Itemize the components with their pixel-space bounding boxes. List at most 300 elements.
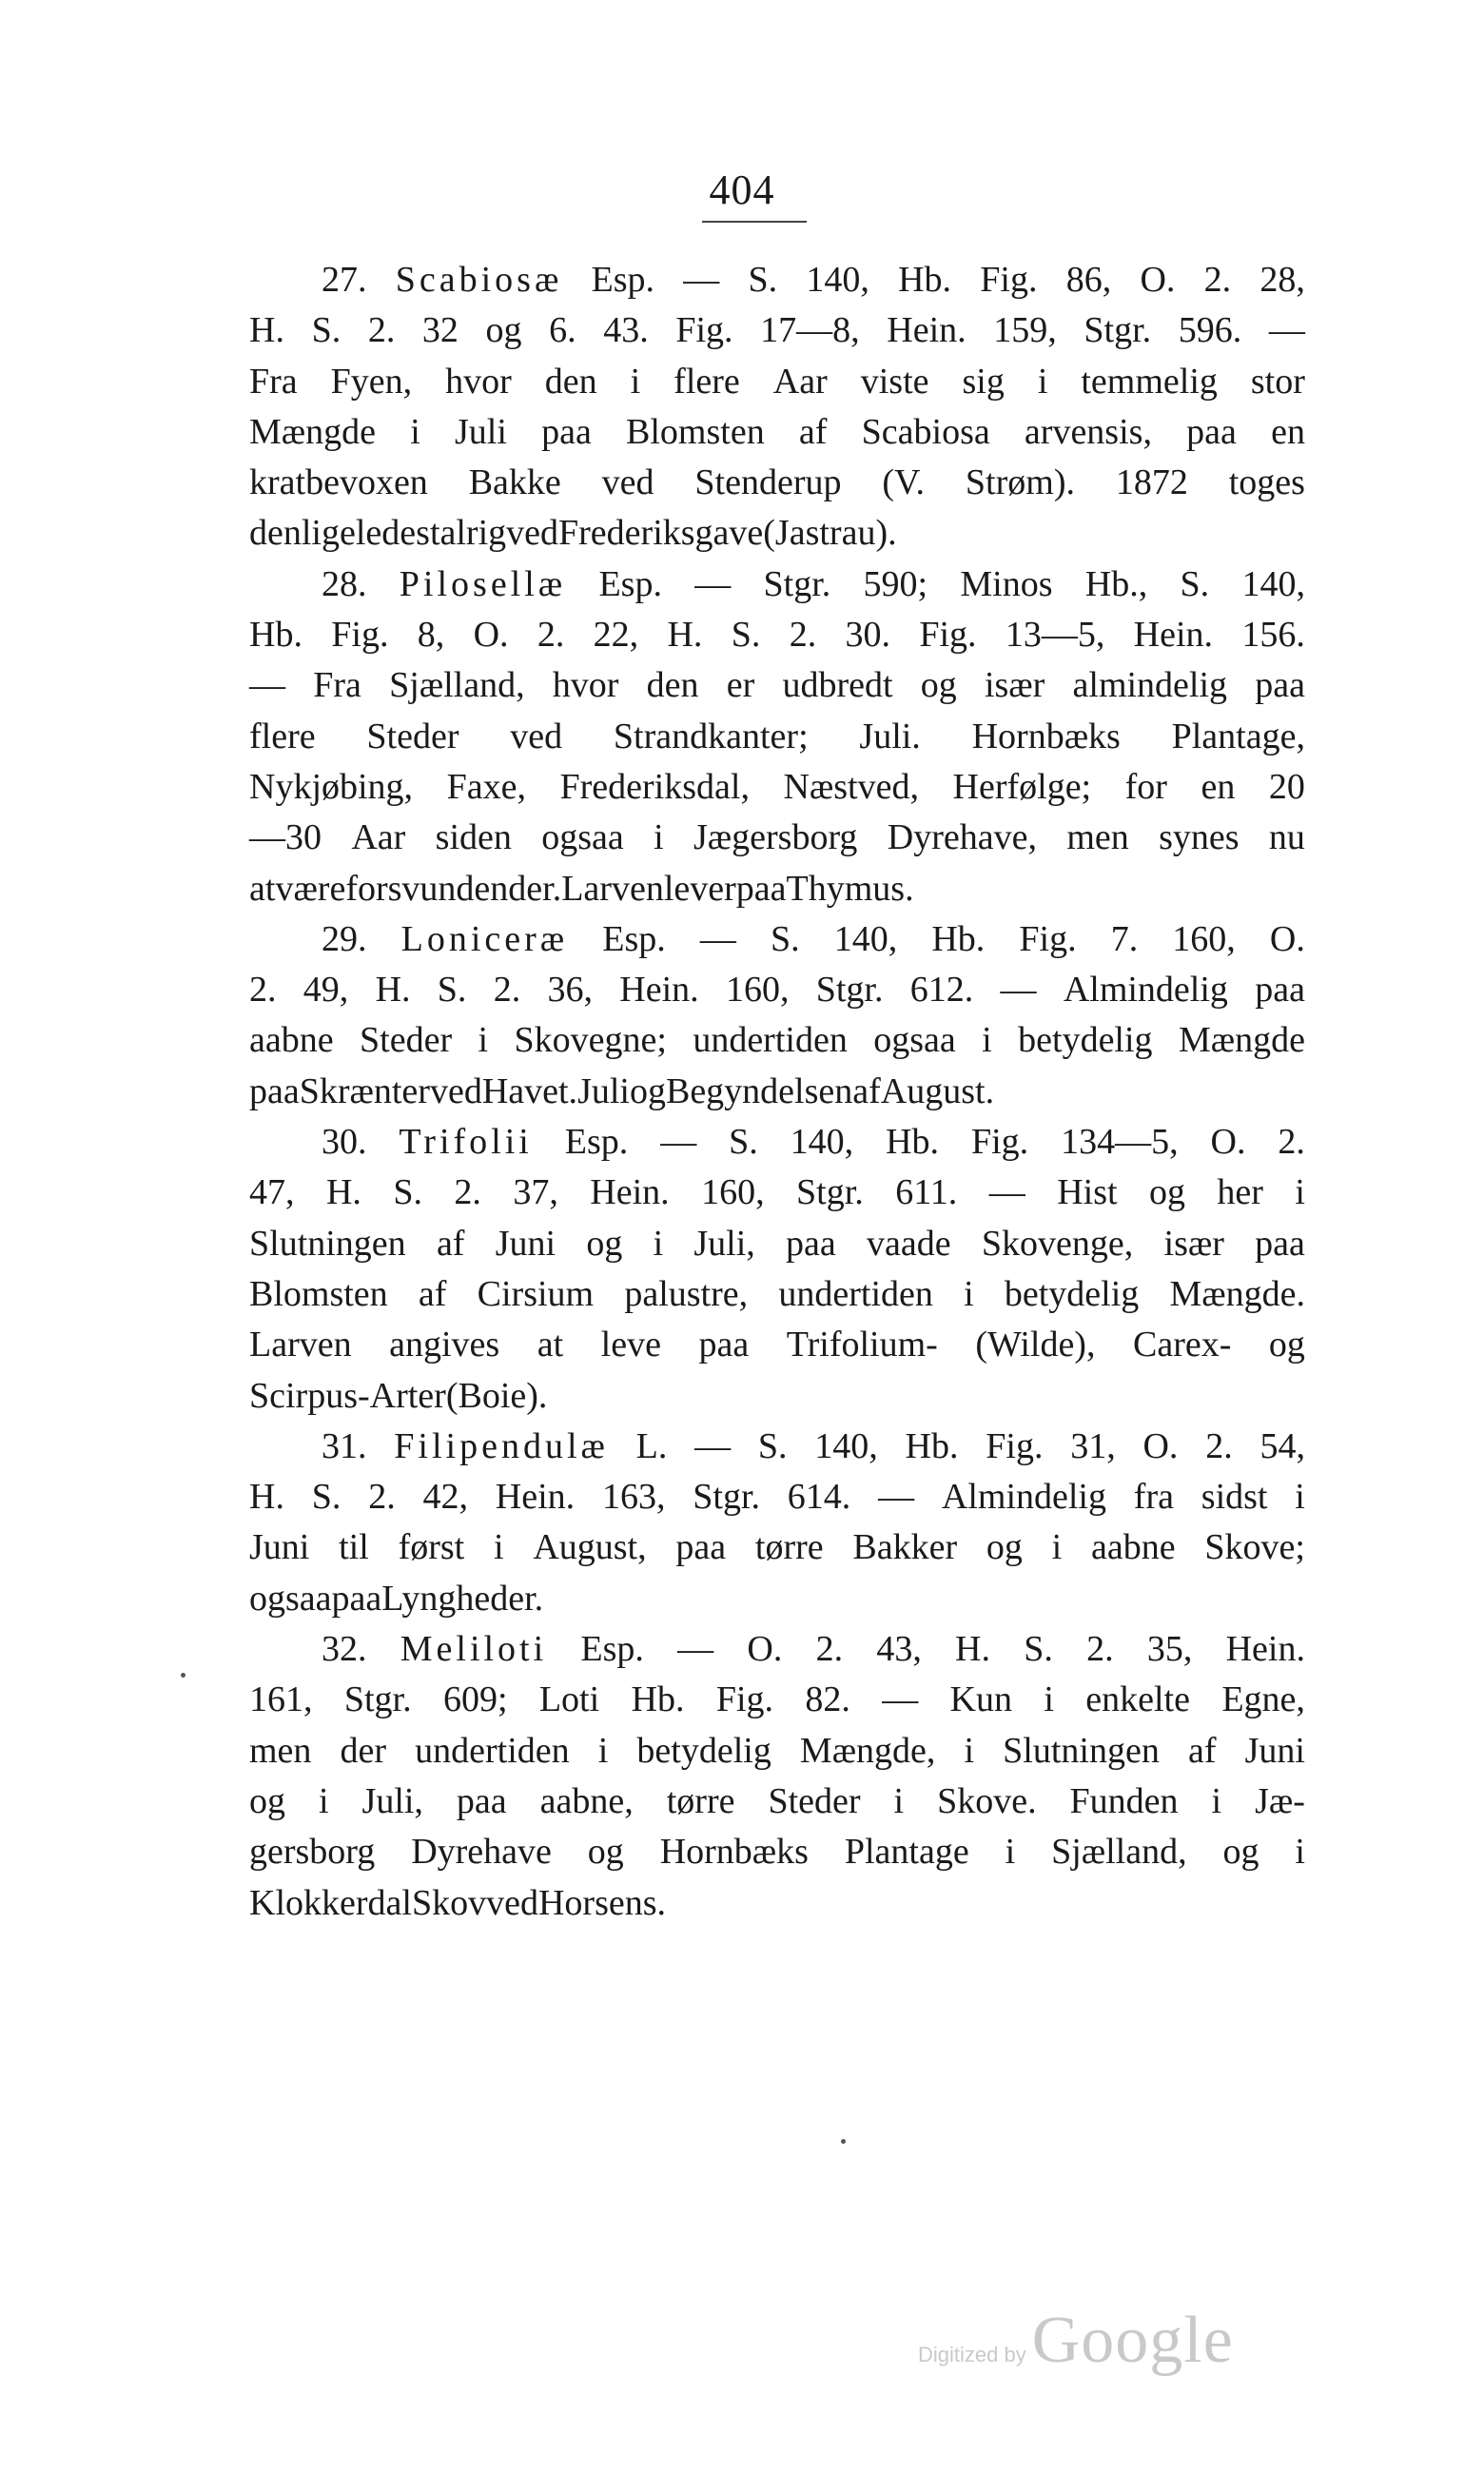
- word: 159,: [993, 310, 1057, 351]
- word: og: [485, 310, 522, 351]
- text-line: [249, 712, 1305, 762]
- word: 8,: [417, 615, 445, 656]
- word: og: [587, 1832, 624, 1873]
- word: Hb.: [931, 918, 986, 959]
- word: Nykjøbing,: [249, 766, 414, 807]
- word: enkelte: [1085, 1679, 1190, 1720]
- word: at: [249, 868, 276, 909]
- species-name: Meliloti: [400, 1629, 548, 1670]
- word: arvensis,: [1024, 411, 1152, 452]
- word: Dyrehave: [411, 1832, 552, 1873]
- word: Juni: [1244, 1730, 1305, 1771]
- text-line: [249, 1624, 1305, 1675]
- word: palustre,: [624, 1273, 749, 1314]
- word: Hb.: [249, 615, 303, 656]
- word: Juli: [577, 1070, 630, 1111]
- word: den: [544, 361, 597, 402]
- word: 42,: [422, 1477, 468, 1518]
- word: sig: [962, 361, 1005, 402]
- word: Herfølge;: [952, 766, 1092, 807]
- page-number: 404: [709, 167, 775, 213]
- word: en: [1271, 411, 1305, 452]
- word: nu: [1268, 817, 1305, 858]
- word: —: [660, 1122, 697, 1163]
- word: Hb.,: [1084, 563, 1148, 604]
- word: Skovegne;: [514, 1020, 667, 1061]
- word: Sjælland,: [1051, 1832, 1187, 1873]
- word: Frederiksdal,: [559, 766, 750, 807]
- word: S.: [1024, 1629, 1053, 1670]
- word: 2.: [368, 1477, 396, 1518]
- word: i: [964, 1273, 974, 1314]
- word: H.: [249, 310, 284, 351]
- word: O.: [1142, 1425, 1179, 1466]
- word: H.: [249, 1477, 284, 1518]
- word: Strandkanter;: [613, 716, 809, 756]
- word: i: [1295, 1832, 1305, 1873]
- word: Hornbæks: [659, 1832, 809, 1873]
- word: 1872: [1115, 462, 1188, 503]
- word: fra: [1133, 1477, 1174, 1518]
- word: 43,: [876, 1629, 922, 1670]
- word: flere: [249, 716, 316, 756]
- word: 156.: [1241, 615, 1305, 656]
- word: Juni: [495, 1223, 556, 1264]
- word: 36,: [547, 970, 593, 1011]
- word: Fig.: [980, 260, 1038, 300]
- word: Hb.: [631, 1679, 685, 1720]
- word: og: [629, 1070, 666, 1111]
- word: Mængde: [249, 411, 376, 452]
- word: August,: [533, 1527, 647, 1568]
- word: Plantage,: [1171, 716, 1305, 756]
- text-line: [249, 914, 1305, 965]
- word: Almindelig: [1063, 970, 1228, 1011]
- word: Fig.: [986, 1425, 1044, 1466]
- word: August.: [880, 1070, 995, 1111]
- word: viste: [860, 361, 929, 402]
- word: aabne: [1090, 1527, 1176, 1568]
- word: Jæ-: [1255, 1780, 1305, 1821]
- text-line: [249, 255, 1305, 305]
- word: i: [1005, 1832, 1016, 1873]
- word: lever: [663, 868, 736, 909]
- word: Hornbæks: [971, 716, 1121, 756]
- word: 2.: [537, 615, 565, 656]
- word: 160,: [725, 970, 790, 1011]
- word: O.: [747, 1629, 783, 1670]
- text-line: [249, 660, 1305, 711]
- word: 82.: [805, 1679, 850, 1720]
- word: Strøm).: [965, 462, 1075, 503]
- word: 27.: [322, 260, 367, 300]
- text-line: [249, 1371, 1305, 1422]
- word: Bakke: [468, 462, 561, 503]
- word: paa: [1255, 665, 1305, 706]
- word: og: [1268, 1325, 1305, 1365]
- word: i: [893, 1780, 905, 1821]
- word: 2.: [1278, 1122, 1305, 1163]
- word: Skove.: [937, 1780, 1037, 1821]
- word: ved: [506, 513, 559, 554]
- word: 2.: [367, 310, 396, 351]
- word: L.: [635, 1425, 668, 1466]
- word: Esp.: [598, 563, 662, 604]
- word: 160,: [701, 1172, 765, 1213]
- word: stor: [1250, 361, 1305, 402]
- word: Stgr.: [763, 563, 831, 604]
- word: paa: [1255, 970, 1305, 1011]
- word: sidst: [1201, 1477, 1268, 1518]
- word: Juni: [249, 1527, 310, 1568]
- word: H.: [325, 1172, 361, 1213]
- word: betydelig: [1018, 1020, 1153, 1061]
- word: 140,: [814, 1425, 878, 1466]
- word: —: [878, 1477, 915, 1518]
- word: der: [340, 1730, 387, 1771]
- word: Hein.: [1225, 1629, 1305, 1670]
- word: Hein.: [590, 1172, 670, 1213]
- word: gersborg: [249, 1832, 376, 1873]
- word: H.: [667, 615, 703, 656]
- word: af: [852, 1070, 881, 1111]
- word: og: [1222, 1832, 1259, 1873]
- word: i: [982, 1020, 992, 1061]
- word: Aar: [351, 817, 406, 858]
- word: paa: [456, 1780, 507, 1821]
- word: Slutningen: [1003, 1730, 1160, 1771]
- word: talrig: [429, 513, 507, 554]
- digitized-by-google-watermark: [918, 2303, 1234, 2379]
- word: Kun: [949, 1679, 1012, 1720]
- word: Fra: [313, 665, 361, 706]
- word: paa: [735, 868, 787, 909]
- word: S.: [757, 1425, 788, 1466]
- word: Trifolium-: [786, 1325, 938, 1365]
- word: her: [1217, 1172, 1263, 1213]
- species-name: Pilosellæ: [399, 563, 567, 604]
- word: Esp.: [580, 1629, 644, 1670]
- page-number-underline: [702, 221, 807, 223]
- paper-speck: [181, 1673, 186, 1678]
- word: —: [1268, 310, 1305, 351]
- text-line: [249, 864, 1305, 914]
- word: Stgr.: [343, 1679, 412, 1720]
- word: S.: [731, 615, 761, 656]
- word: synes: [1159, 817, 1240, 858]
- word: af: [418, 1273, 447, 1314]
- word: Skove;: [1204, 1527, 1305, 1568]
- word: Slutningen: [249, 1223, 406, 1264]
- word: der.: [508, 868, 562, 909]
- text-line: [249, 1269, 1305, 1320]
- word: Hb.: [905, 1425, 959, 1466]
- word: toges: [1228, 462, 1305, 503]
- word: Almindelig: [941, 1477, 1106, 1518]
- word: Fig.: [675, 310, 733, 351]
- word: Skov: [411, 1882, 487, 1923]
- word: hvor: [445, 361, 512, 402]
- word: Juli,: [361, 1780, 423, 1821]
- word: Stgr.: [796, 1172, 864, 1213]
- word: hvor: [552, 665, 619, 706]
- word: og: [1148, 1172, 1185, 1213]
- word: Havet.: [481, 1070, 578, 1111]
- word: Lyngheder.: [381, 1578, 544, 1619]
- word: 2.: [815, 1629, 844, 1670]
- paper-speck: [841, 2139, 846, 2144]
- word: og: [586, 1223, 623, 1264]
- word: Esp.: [602, 918, 666, 959]
- word: paa: [249, 1070, 300, 1111]
- word: Juli: [454, 411, 507, 452]
- word: H.: [955, 1629, 990, 1670]
- word: 6.: [549, 310, 576, 351]
- word: 2.: [1205, 1425, 1233, 1466]
- word: (Boie).: [445, 1375, 548, 1416]
- word: af: [798, 411, 828, 452]
- word: Hist: [1057, 1172, 1118, 1213]
- text-line: [249, 1320, 1305, 1370]
- word: Sjælland,: [389, 665, 525, 706]
- word: Hb.: [886, 1122, 940, 1163]
- word: 29.: [322, 918, 367, 959]
- word: 31.: [322, 1425, 367, 1466]
- text-line: [249, 508, 1305, 559]
- word: Esp.: [564, 1122, 629, 1163]
- word: undertiden: [415, 1730, 570, 1771]
- word: i: [1295, 1172, 1305, 1213]
- species-name: Scabiosæ: [395, 260, 563, 300]
- word: Fig.: [331, 615, 389, 656]
- word: (V.: [882, 462, 926, 503]
- word: paa: [1186, 411, 1237, 452]
- word: Larven: [561, 868, 664, 909]
- species-name: Loniceræ: [400, 918, 569, 959]
- text-line: [249, 458, 1305, 508]
- word: 47,: [249, 1172, 295, 1213]
- word: den: [249, 513, 302, 554]
- word: 43.: [603, 310, 649, 351]
- word: Blomsten: [249, 1273, 388, 1314]
- word: temmelig: [1081, 361, 1218, 402]
- word: Skovenge,: [981, 1223, 1134, 1264]
- word: Jægersborg: [693, 817, 858, 858]
- word: Steder: [366, 716, 459, 756]
- word: at: [537, 1325, 564, 1365]
- word: S.: [729, 1122, 758, 1163]
- word: paa: [331, 1578, 382, 1619]
- word: 161,: [249, 1679, 313, 1720]
- word: Stgr.: [1084, 310, 1152, 351]
- word: Frederiksgave: [558, 513, 764, 554]
- word: Cirsium: [477, 1273, 595, 1314]
- word: betydelig: [636, 1730, 771, 1771]
- word: forsvunden: [345, 868, 509, 909]
- word: 134—5,: [1061, 1122, 1179, 1163]
- word: Esp.: [591, 260, 655, 300]
- species-name: Filipendulæ: [394, 1425, 609, 1466]
- word: ogsaa: [249, 1578, 332, 1619]
- word: tørre: [754, 1527, 824, 1568]
- text-line: [249, 1422, 1305, 1472]
- word: almindelig: [1072, 665, 1228, 706]
- word: 13—5,: [1005, 615, 1105, 656]
- word: 17—8,: [760, 310, 860, 351]
- word: 2.: [1086, 1629, 1114, 1670]
- text-line: [249, 1472, 1305, 1522]
- word: S.: [311, 1477, 342, 1518]
- word: 30.: [845, 615, 891, 656]
- word: være: [275, 868, 346, 909]
- text-line: [249, 1522, 1305, 1573]
- word: paa: [541, 411, 592, 452]
- word: i: [653, 1223, 664, 1264]
- word: paa: [1255, 1223, 1305, 1264]
- word: flere: [674, 361, 740, 402]
- species-name: Trifolii: [399, 1122, 533, 1163]
- word: Stenderup: [694, 462, 842, 503]
- word: Fig.: [970, 1122, 1029, 1163]
- word: 31,: [1070, 1425, 1116, 1466]
- word: 86,: [1065, 260, 1112, 300]
- word: 2.: [454, 1172, 481, 1213]
- word: i: [1037, 361, 1048, 402]
- word: i: [1211, 1780, 1222, 1821]
- word: til: [339, 1527, 369, 1568]
- text-line: [249, 1117, 1305, 1168]
- word: 32.: [322, 1629, 367, 1670]
- word: O.: [473, 615, 509, 656]
- word: 28,: [1259, 260, 1305, 300]
- text-line: [249, 407, 1305, 458]
- text-line: [249, 965, 1305, 1015]
- word: leve: [600, 1325, 661, 1365]
- word: Fig.: [1019, 918, 1077, 959]
- text-line: [249, 1067, 1305, 1117]
- word: i: [1044, 1679, 1054, 1720]
- word: S.: [393, 1172, 422, 1213]
- word: især: [1163, 1223, 1224, 1264]
- word: paa: [786, 1223, 836, 1264]
- word: (Jastrau).: [763, 513, 897, 554]
- word: tørre: [666, 1780, 735, 1821]
- word: Fra: [249, 361, 298, 402]
- word: —: [694, 1425, 732, 1466]
- word: —: [882, 1679, 919, 1720]
- word: S.: [1180, 563, 1210, 604]
- word: Hein.: [495, 1477, 576, 1518]
- word: Scirpus-Arter: [249, 1375, 446, 1416]
- word: men: [1066, 817, 1129, 858]
- word: S.: [748, 260, 778, 300]
- word: —: [677, 1629, 714, 1670]
- word: vaade: [867, 1223, 951, 1264]
- word: —30: [249, 817, 322, 858]
- word: —: [683, 260, 720, 300]
- word: 140,: [790, 1122, 854, 1163]
- text-line: [249, 610, 1305, 660]
- word: 54,: [1259, 1425, 1305, 1466]
- word: i: [654, 817, 664, 858]
- word: 614.: [787, 1477, 851, 1518]
- word: i: [494, 1527, 504, 1568]
- word: udbredt: [782, 665, 893, 706]
- word: O.: [1140, 260, 1176, 300]
- word: 590;: [863, 563, 928, 604]
- word: ved: [510, 716, 563, 756]
- word: den: [646, 665, 699, 706]
- word: ved: [486, 1882, 538, 1923]
- word: Næstved,: [783, 766, 919, 807]
- word: Minos: [960, 563, 1053, 604]
- word: undertiden: [778, 1273, 933, 1314]
- word: angives: [389, 1325, 500, 1365]
- word: siden: [435, 817, 512, 858]
- word: 32: [421, 310, 459, 351]
- text-line: [249, 1726, 1305, 1777]
- word: paa: [675, 1527, 727, 1568]
- word: Stgr.: [815, 970, 884, 1011]
- word: Fig.: [919, 615, 977, 656]
- text-line: [249, 1015, 1305, 1066]
- word: —: [249, 665, 285, 706]
- word: Hb.: [898, 260, 952, 300]
- word: 596.: [1178, 310, 1242, 351]
- word: af: [436, 1223, 465, 1264]
- word: 160,: [1172, 918, 1236, 959]
- word: kratbevoxen: [249, 462, 428, 503]
- word: ogsaa: [873, 1020, 956, 1061]
- word: 609;: [442, 1679, 508, 1720]
- word: Loti: [538, 1679, 600, 1720]
- word: 2.: [1203, 260, 1232, 300]
- word: og: [920, 665, 957, 706]
- word: Hein.: [619, 970, 699, 1011]
- text-line: [249, 1878, 1305, 1929]
- word: Plantage: [844, 1832, 969, 1873]
- word: ligeledes: [301, 513, 430, 554]
- word: 612.: [909, 970, 974, 1011]
- word: Hein.: [887, 310, 967, 351]
- text-line: [249, 813, 1305, 863]
- word: i: [1051, 1527, 1063, 1568]
- word: Steder: [768, 1780, 861, 1821]
- word: 163,: [601, 1477, 666, 1518]
- word: og: [249, 1780, 285, 1821]
- word: Juli,: [693, 1223, 755, 1264]
- word: er: [726, 665, 755, 706]
- word: Aar: [772, 361, 828, 402]
- word: men: [249, 1730, 312, 1771]
- word: Funden: [1069, 1780, 1179, 1821]
- word: og: [986, 1527, 1023, 1568]
- word: —: [988, 1172, 1025, 1213]
- word: for: [1124, 766, 1167, 807]
- word: ved: [601, 462, 654, 503]
- word: af: [1187, 1730, 1217, 1771]
- word: undertiden: [693, 1020, 848, 1061]
- word: S.: [770, 918, 800, 959]
- word: 20: [1268, 766, 1305, 807]
- word: 7.: [1110, 918, 1139, 959]
- text-line: [249, 1219, 1305, 1269]
- word: i: [630, 361, 641, 402]
- word: (Wilde),: [975, 1325, 1096, 1365]
- word: Carex-: [1132, 1325, 1232, 1365]
- word: Faxe,: [446, 766, 526, 807]
- word: 37,: [513, 1172, 558, 1213]
